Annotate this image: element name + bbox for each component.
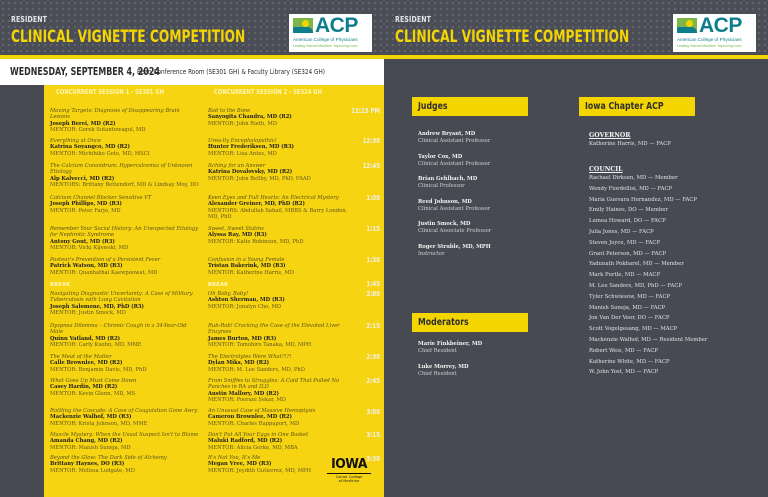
session1-entry [50,108,200,134]
header-divider [384,55,768,59]
case-title: Rub-Rob! Cracking the Case of the Elevated Liver Enzymes [208,323,340,336]
header-eyebrow: RESIDENT [395,15,432,24]
logo-tagline: Leading Internal Medicine, Improving Lives [293,44,358,48]
governor-heading: GOVERNOR [589,132,631,139]
case-title: Itching for an Answer [208,163,266,169]
break-label: BREAK [208,282,229,288]
acp-emblem-icon [677,18,697,33]
mentor: MENTOR: Justin Smock, MD [50,310,126,317]
judge-item [418,221,491,235]
judge-name: Brian Gehlbach, MD [418,176,478,182]
case-title: Sweet, Sweet Statins [208,226,264,232]
mentor: MENTOR: Manish Suneja, MD [50,444,131,451]
presenter: Katrina Dovalovsky, MD (R2) [208,169,293,176]
judge-name: Andrew Bryant, MD [418,131,476,137]
council-member: Grant Peterson, MD — FACP [589,250,667,257]
council-section [589,166,707,378]
presenter: Mackenzie Walhof, MD (R3) [50,414,132,421]
council-member: Katherine White, MD — FACP [589,358,670,365]
presenter: Amanda Chang, MD (R2) [50,438,123,445]
session2-entry [208,257,358,276]
moderator-name: Luke Morrey, MD [418,364,469,370]
judge-name: Justin Smock, MD [418,221,471,227]
governor-name: Katherine Harris, MD — FACP [589,141,671,147]
session1-entry [50,226,200,252]
session2-entry [208,226,358,245]
council-member: Manish Suneja, MD — FACP [589,304,666,311]
break-label: BREAK [50,282,71,288]
date-bar [0,59,384,85]
session1-entry [50,291,200,317]
mentor: MENTOR: Katherine Harris, MD [208,269,294,276]
time-slot: 2:00 [366,290,380,298]
judge-role: Clinical Assistant Professor [418,138,491,144]
case-title: Rattling the Cascade: A Case of Coagulation Gone Awry [50,408,198,414]
presenter: Casey Hardin, MD (R2) [50,384,118,391]
case-title: Urea-lly Encephalopathic! [208,138,277,144]
iowa-chapter-heading: Iowa Chapter ACP [579,97,695,116]
presenter: Alp Kalvecci, MD (R2) [50,175,115,182]
council-member: Wendy Fiordellisi, MD — FACP [589,185,673,192]
presenter: Cameron Brownlee, MD (R2) [208,414,292,421]
iowa-carver-logo [327,457,371,484]
acp-logo [673,14,756,52]
council-member: Emily Haines, DO — Member [589,207,668,214]
event-location: Bean Conference Room (SE301 GH) & Faculty Library (SE324 GH) [137,68,326,76]
judge-item [418,154,490,168]
judge-name: Reed Johnson, MD [418,199,472,205]
time-slot: 2:15 [366,322,380,330]
council-member: Jon Van Der Veer, DO — FACP [589,315,670,322]
judge-role: Clinical Assistant Professor [418,161,491,167]
logo-rule [327,473,371,474]
case-title: Oh Baby, Baby! [208,291,249,297]
mentor: MENTOR: Gorek Sutantowagul, MD [50,127,146,134]
session2-entry [208,108,358,127]
acp-emblem-icon [293,18,313,33]
council-member: Lumea Howard, DO — FACP [589,218,666,225]
mentor: MENTOR: Katie Robinson, MD, PhD [208,238,304,245]
presenter: Ashton Sherman, MD (R3) [208,297,285,304]
council-member: Robert Weis, MD — FACP [589,347,658,354]
case-title: The Electrolytes Were What?!?! [208,354,292,360]
case-title: Moving Targets: Diagnosis of Disappearing Brain Lesions [50,108,180,121]
presenter: Alexander Greiner, MD, PhD (R2) [208,201,305,208]
presenter: Hunter Frederiksen, MD (R3) [208,144,295,151]
session-2-header: CONCURRENT SESSION 2 - SE324 GH [214,88,322,96]
case-title: Remember Your Social History: An Unexpected Etiology for Nephrotic Syndrome [50,226,199,239]
mentor: MENTOR: Jeydith Gutierrez, MD, MPH [208,467,312,474]
presenter: James Burton, MD (R3) [208,335,277,342]
header-title: CLINICAL VIGNETTE COMPETITION [11,27,246,47]
case-title: From Sniffles to Struggles: A Cold That Pulled No Punches in RA and ILD [208,378,340,391]
case-title: Beyond the Glow: The Dark Side of Alchemy [50,455,167,461]
people-page [384,0,768,497]
iowa-wordmark: IOWA [331,457,367,472]
case-title: It's Not You, It's Me [208,455,261,461]
mentor: MENTOR: Lisa Antes, MD [208,150,277,157]
time-slot: 12:45 [362,162,380,170]
council-member: Mark Purtle, MD — MACP [589,272,661,279]
time-slot: 1:45 [366,280,380,288]
session2-entry [208,291,358,310]
case-title: Dyspnea Dilemma – Chronic Cough in a 34-Year-Old Male [50,323,187,336]
mentor: MENTOR: Alicia Gerke, MD, MBA [208,444,298,451]
council-member: Maria Guevara Hernandez, MD — FACP [589,196,697,203]
session-1-header: CONCURRENT SESSION 1 - SE301 GH [56,88,164,96]
event-date: WEDNESDAY, SEPTEMBER 4, 2024 [10,65,160,78]
page-header [0,0,384,56]
presenter: Katrina Soyangco, MD (R2) [50,144,130,151]
case-title: Calcium Channel Blocker Sensitive VT [50,195,152,201]
session2-entry [208,195,358,221]
presenter: Antony Gout, MD (R3) [50,238,115,245]
logo-name: American College of Physicians [293,37,358,42]
judge-name: Roger Struble, MD, MPH [418,244,491,250]
judges-heading: Judges [412,97,528,116]
time-slot: 1:00 [366,194,380,202]
session1-entry [50,195,200,214]
mentor: MENTOR: Benjamin Davis, MD, PhD [50,366,147,373]
council-member: Scott Vogelgesang, MD — MACP [589,326,678,333]
session1-entry [50,163,200,189]
presenter: Megan Vree, MD (R3) [208,461,272,468]
moderators-heading: Moderators [412,313,528,332]
council-heading: COUNCIL [589,166,623,173]
presenter: Calle Brownlee, MD (R2) [50,360,123,367]
mentor: MENTOR: M. Lee Sanders, MD, PhD [208,366,305,373]
mentor: MENTOR: Kevin Glenn, MD, MS [50,390,136,397]
session1-entry [50,323,200,349]
page-header [384,0,768,56]
session1-entry [50,138,200,157]
logo-acronym: ACP [699,14,742,37]
session1-entry [50,378,200,397]
mentor: MENTOR: Melissa Ludgate, MD [50,467,135,474]
time-slot: 1:30 [366,256,380,264]
governor-section [589,132,671,150]
presenter: Alyssa Ray, MD (R3) [208,232,267,239]
moderator-item [418,341,482,355]
case-title: Navigating Diagnostic Uncertainty: A Case of Military Tuberculosis with Lung Cavitation [50,291,193,304]
mentor: MENTOR: Carly Kuehn, MD, MME [50,342,142,349]
presenter: Brittany Haynes, DO (R3) [50,461,125,468]
time-column [0,85,44,497]
mentor: MENTOR: Peter Farjo, MD [50,207,121,214]
presenter: Patrick Watson, MD (R3) [50,263,123,270]
time-slot: 3:00 [366,408,380,416]
moderator-name: Marie Finkbeiner, MD [418,341,483,347]
council-member: Rachael Dirksen, MD — Member [589,175,678,181]
judge-name: Taylor Cox, MD [418,154,463,160]
presenter: Quinn Vatland, MD (R2) [50,335,121,342]
acp-logo [289,14,372,52]
council-member: Steven Joyce, MD — FACP [589,239,660,246]
time-slot: 3:15 [366,431,380,439]
session2-entry [208,163,358,182]
council-member: Mackenzie Walhof, MD — Resident Member [589,336,708,343]
council-member: W. John Yost, MD — FACP [589,369,659,376]
case-title: Keen Eyes and Full Hearts: An Electrical Mystery [208,195,339,201]
council-member: Tyler Schwiesow, MD — FACP [589,293,671,300]
mentor: MENTOR: John Rieth, MD [208,120,278,127]
iowa-sub-line1: Carver College [335,475,363,479]
logo-tagline: Leading Internal Medicine, Improving Lives [677,44,742,48]
mentor: MENTOR: Quanhathai Kaewpoowat, MD [50,269,158,276]
session1-entry [50,408,200,427]
judge-item [418,199,490,213]
mentor: MENTOR: Charles Rappaport, MD [208,420,300,427]
moderator-item [418,364,468,378]
session2-entry [208,455,323,474]
session2-entry [208,408,358,427]
case-title: The Meat of the Matter [50,354,112,360]
header-eyebrow: RESIDENT [11,15,48,24]
time-slot: 2:45 [366,377,380,385]
time-slot: 2:30 [366,353,380,361]
mentor: MENTOR: Jonalyn Cho, MD [208,303,282,310]
session2-entry [208,138,358,157]
case-title: Pasteur's Prevention of a Persistent Fever [50,257,161,263]
presenter: Joseph Salomone, MD, PhD (R3) [50,303,144,310]
case-title: An Unusual Case of Massive Hemoptysis [208,408,316,414]
judge-role: Clinical Associate Professor [418,228,492,234]
council-member: Julia Jones, MD — FACP [589,228,654,235]
iowa-sub-line2: of Medicine [338,479,360,484]
header-title: CLINICAL VIGNETTE COMPETITION [395,27,630,47]
session1-entry [50,257,200,276]
council-member: Yadunath Pokharel, MD — Member [589,261,684,268]
mentor: MENTOR: Tomohiro Tanaka, MD, MPH [208,342,312,349]
judge-role: Clinical Professor [418,183,465,189]
judge-item [418,244,491,258]
presenter: Austin Mallory, MD (R2) [208,390,279,397]
session1-entry [50,432,200,451]
presenter: Tristan Bakerink, MD (R3) [208,263,286,270]
session1-entry [50,455,200,474]
judge-item [418,176,477,190]
presenter: Joseph Phillips, MD (R3) [50,201,122,208]
session2-entry [208,378,358,404]
judge-item [418,131,490,145]
time-slot: 12:30 [362,137,380,145]
judge-role: Clinical Assistant Professor [418,206,491,212]
presenter: Joseph Berei, MD (R2) [50,120,116,127]
mentor: MENTORS: Brittany Bettendorf, MD & Lindsay Moy, DO [50,182,199,189]
presenter: Maluki Radford, MD (R2) [208,438,283,445]
presenter: Dylan Miks, MD (R2) [208,360,270,367]
case-title: Confusion in a Young Female [208,257,285,263]
mentor: MENTOR: Michihiko Goto, MD, MSCI [50,150,150,157]
council-member: M. Lee Sanders, MD, PhD — FACP [589,282,682,289]
moderator-role: Chief Resident [418,371,457,377]
time-slot: 12:15 PM [351,107,380,115]
session2-entry [208,354,358,373]
case-title: The Calcium Conundrum: Hypercalcemia of Unknown Etiology [50,163,193,176]
session2-entry [208,323,358,349]
moderator-role: Chief Resident [418,348,457,354]
mentor: MENTOR: John Bellby, MD, PhD, FAAD [208,175,311,182]
mentor: MENTOR: Krista Johnson, MD, MME [50,420,148,427]
session1-entry [50,354,200,373]
mentor: MENTORS: Abdullah Sahail, MBBS & Barry London, MD, PhD [208,207,348,221]
time-slot: 1:15 [366,225,380,233]
case-title: Everything at Once [50,138,101,144]
case-title: Don't Put All Your Eggs in One Basket [208,432,309,438]
judge-role: Instructor [418,251,445,257]
time-slot: 3:30 [366,455,380,463]
case-title: Bad to the Bone [208,108,251,114]
mentor: MENTOR: Poorani Sekar, MD [208,397,286,404]
mentor: MENTOR: Vicki Kijewski, MD [50,245,129,252]
case-title: What Goes Up Must Come Down [50,378,137,384]
presenter: Sanyogita Chandra, MD (R2) [208,114,292,121]
logo-acronym: ACP [315,14,358,37]
logo-name: American College of Physicians [677,37,742,42]
session2-entry [208,432,358,451]
case-title: Muscle Mystery: When the Usual Suspect Isn't to Blame [50,432,199,438]
